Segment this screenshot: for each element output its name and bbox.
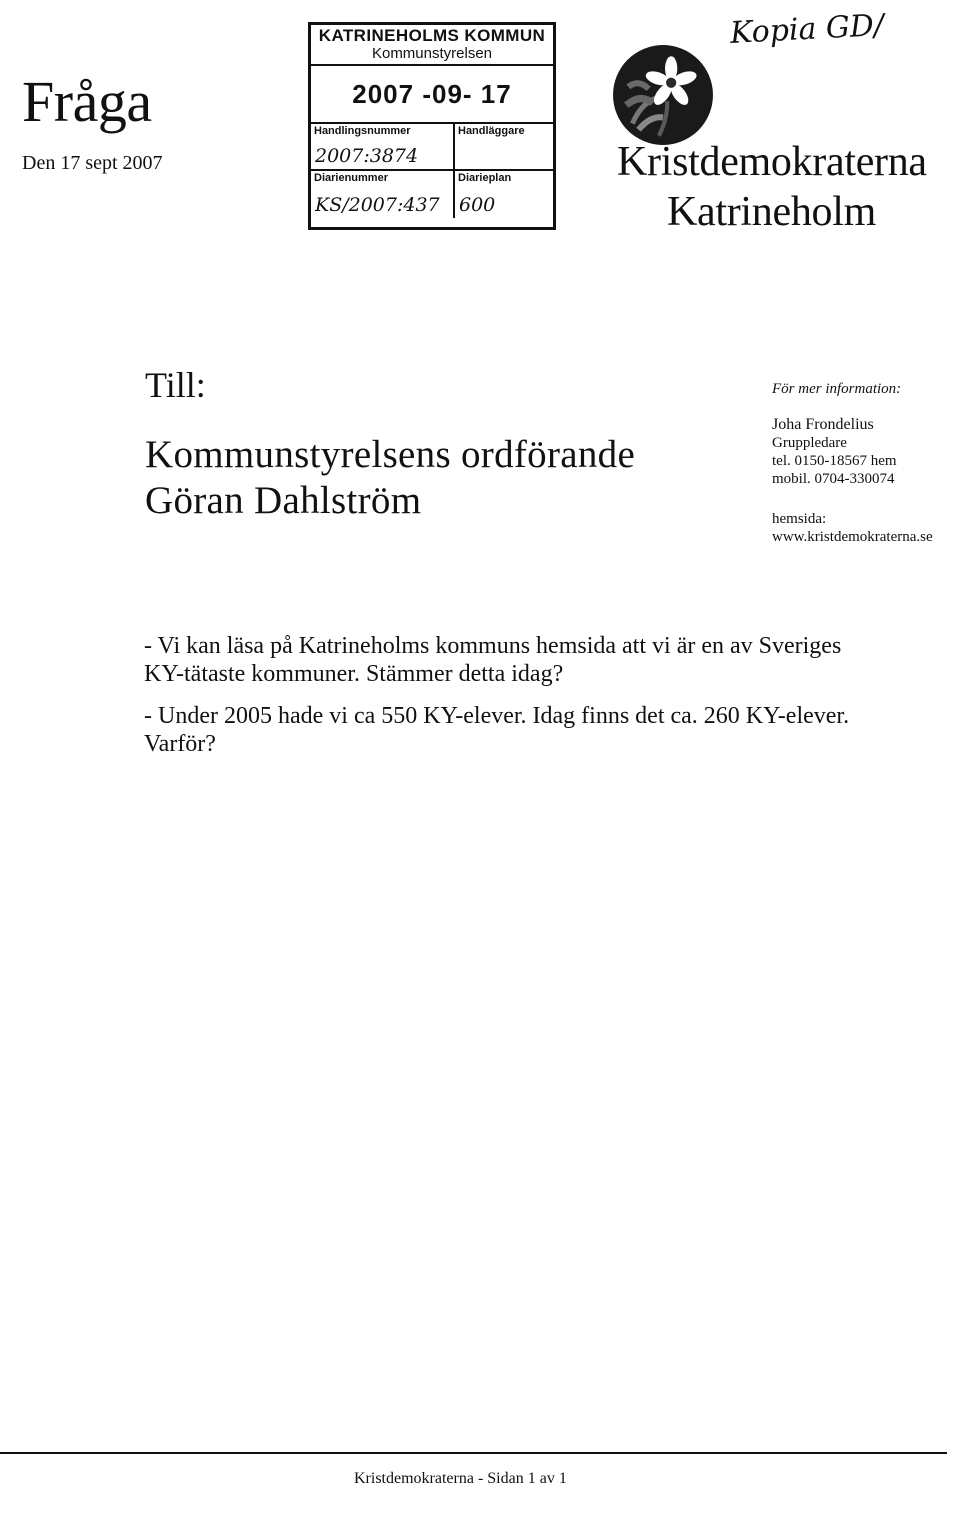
footer-page-info: Kristdemokraterna - Sidan 1 av 1 bbox=[354, 1470, 567, 1487]
stamp-header bbox=[311, 25, 553, 66]
stamp-fields bbox=[311, 124, 553, 218]
stamp-date: 2007 -09- 17 bbox=[311, 66, 553, 124]
document-date: Den 17 sept 2007 bbox=[22, 152, 163, 174]
registration-stamp bbox=[308, 22, 556, 230]
stamp-field-label: Diarienummer bbox=[314, 172, 388, 184]
contact-name: Joha Frondelius bbox=[772, 416, 874, 433]
stamp-field-value: 2007:3874 bbox=[315, 145, 419, 167]
stamp-field-label: Handläggare bbox=[458, 125, 525, 137]
contact-phone: tel. 0150-18567 hem bbox=[772, 453, 897, 469]
contact-mobile: mobil. 0704-330074 bbox=[772, 471, 895, 487]
stamp-field-label: Diarieplan bbox=[458, 172, 512, 184]
recipient-to-label: Till: bbox=[145, 365, 206, 405]
contact-role: Gruppledare bbox=[772, 435, 847, 451]
stamp-subtitle: Kommunstyrelsen bbox=[371, 45, 493, 62]
handwritten-note: Kopia GD/ bbox=[729, 7, 885, 52]
stamp-field-handlaggare bbox=[455, 124, 553, 171]
document-heading: Fråga bbox=[22, 69, 152, 134]
stamp-field-label: Handlingsnummer bbox=[314, 125, 411, 137]
party-logo-icon bbox=[612, 44, 714, 146]
recipient-title: Kommunstyrelsens ordförande bbox=[145, 433, 636, 476]
organization-city: Katrineholm bbox=[667, 189, 876, 235]
contact-heading: För mer information: bbox=[772, 381, 902, 397]
stamp-field-value: KS/2007:437 bbox=[315, 194, 440, 216]
stamp-field-diarienummer bbox=[311, 171, 455, 218]
contact-info bbox=[772, 380, 933, 546]
contact-web-label: hemsida: bbox=[772, 511, 827, 527]
organization-name: Kristdemokraterna bbox=[617, 139, 927, 185]
stamp-title: KATRINEHOLMS KOMMUN bbox=[318, 26, 546, 45]
question-item: - Under 2005 hade vi ca 550 KY-elever. Idag finns det ca. 260 KY-elever. Varför? bbox=[144, 703, 850, 757]
stamp-field-handlingsnummer bbox=[311, 124, 455, 171]
contact-web-link[interactable]: www.kristdemokraterna.se bbox=[772, 529, 933, 545]
stamp-field-diarieplan bbox=[455, 171, 553, 218]
stamp-field-value: 600 bbox=[459, 194, 496, 216]
footer-divider bbox=[0, 1452, 947, 1454]
recipient-name: Göran Dahlström bbox=[145, 479, 422, 522]
question-list bbox=[144, 632, 884, 772]
question-item: - Vi kan läsa på Katrineholms kommuns hemsida att vi är en av Sveriges KY-tätaste kommuner. Stämmer detta idag? bbox=[144, 633, 842, 687]
